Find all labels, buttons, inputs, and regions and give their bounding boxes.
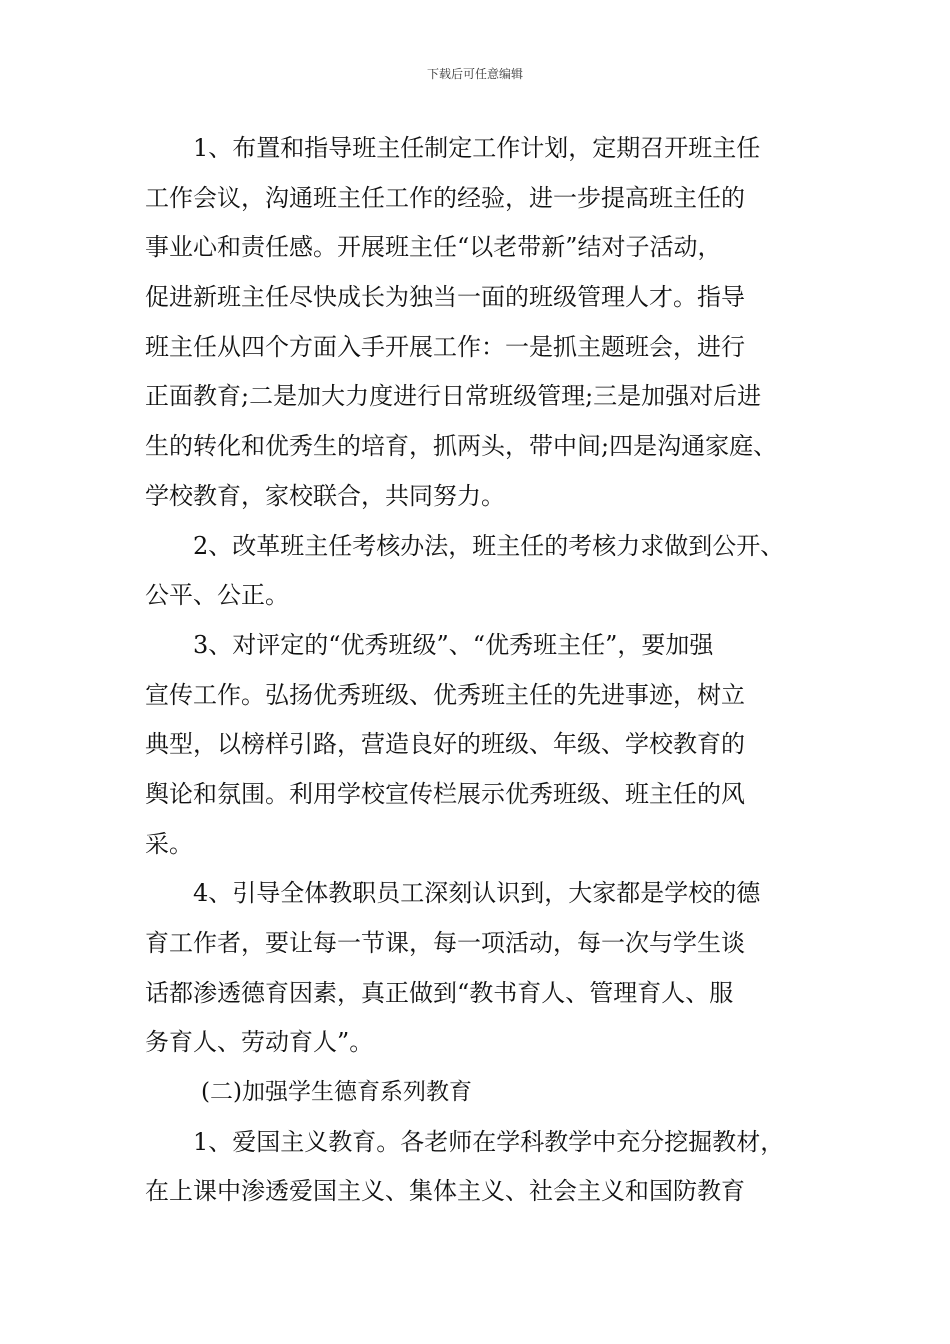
text-line: 1、布置和指导班主任制定工作计划，定期召开班主任 [193,134,761,162]
text-line: 采。 [145,829,193,858]
text-line: 事业心和责任感。开展班主任“以老带新”结对子活动， [145,233,722,262]
text-line: 话都渗透德育因素，真正做到“教书育人、管理育人、服 [145,978,734,1007]
section-heading: (二)加强学生德育系列教育 [201,1079,472,1106]
text-line: 生的转化和优秀生的培育，抓两头，带中间;四是沟通家庭、 [145,432,778,461]
text-line: 育工作者，要让每一节课，每一项活动，每一次与学生谈 [145,929,745,957]
text-line: 学校教育，家校联合，共同努力。 [145,481,505,510]
page-header: 下载后可任意编辑 [426,67,523,81]
text-line: 典型，以榜样引路，营造良好的班级、年级、学校教育的 [145,730,745,759]
text-line: 班主任从四个方面入手开展工作：一是抓主题班会，进行 [145,332,745,361]
text-line: 舆论和氛围。利用学校宣传栏展示优秀班级、班主任的风 [145,779,745,808]
text-line: 工作会议，沟通班主任工作的经验，进一步提高班主任的 [145,183,745,212]
document-body [145,124,825,1217]
text-line: 1、爱国主义教育。各老师在学科教学中充分挖掘教材， [193,1127,785,1156]
text-line: 公平、公正。 [145,581,289,610]
text-line: 促进新班主任尽快成长为独当一面的班级管理人才。指导 [145,283,745,312]
text-line: 2、改革班主任考核办法，班主任的考核力求做到公开、 [193,531,785,560]
text-line: 正面教育;二是加大力度进行日常班级管理;三是加强对后进 [145,382,762,411]
text-line: 务育人、劳动育人”。 [145,1028,374,1057]
text-line: 宣传工作。弘扬优秀班级、优秀班主任的先进事迹，树立 [145,680,745,709]
text-line: 3、对评定的“优秀班级”、“优秀班主任”，要加强 [193,630,714,659]
text-line: 在上课中渗透爱国主义、集体主义、社会主义和国防教育 [145,1177,745,1206]
text-line: 4、引导全体教职员工深刻认识到，大家都是学校的德 [193,879,761,908]
